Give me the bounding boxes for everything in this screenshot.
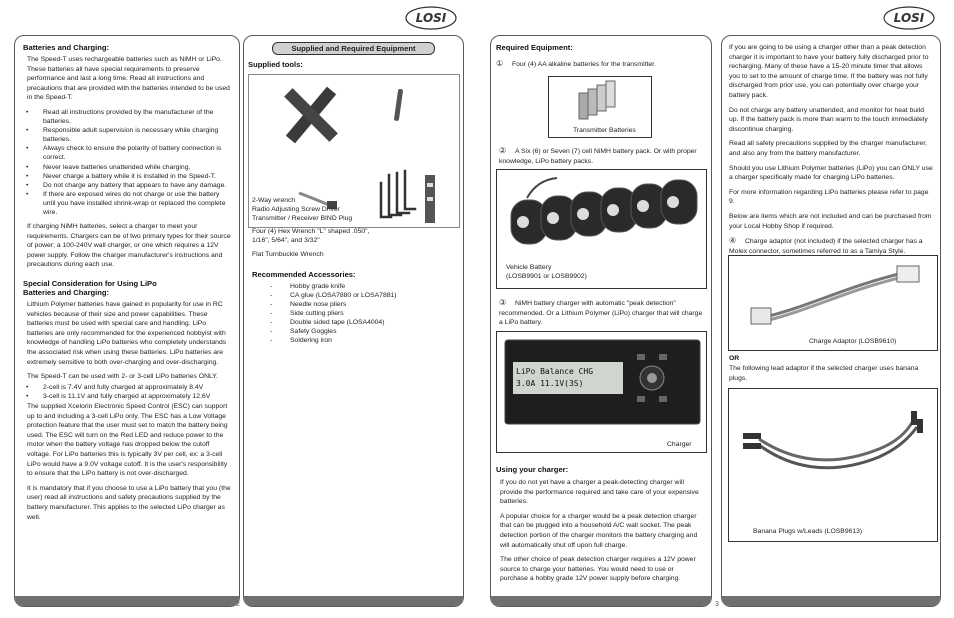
list-item: • Always check to ensure the polarity of battery connection is correct. — [23, 144, 231, 162]
or-label: OR — [729, 355, 740, 362]
losi-logo-left — [404, 5, 458, 31]
using-charger-text-1: If you do not yet have a charger a peak-detecting charger will provide the performance required and take care of your expensive batteries. — [500, 479, 699, 506]
list-item: • 2-cell is 7.4V and fully charged at approximately 8.4V — [23, 383, 231, 392]
list-item: - Hobby grade knife — [252, 282, 455, 291]
tool-2way-wrench: 2-Way wrench — [252, 197, 296, 204]
svg-text:LOSI: LOSI — [415, 11, 447, 25]
number-4-icon: ④ — [729, 236, 737, 246]
nimh-text: If charging NiMH batteries, select a charger to meet your requirements. Chargers can be of two primary types for their source of power; a 100-240V wall charger, or one which requires a 12V power supply. Follow the charger manufacturer's instructions and precautions during each use. — [27, 223, 231, 269]
charger-device-icon — [497, 332, 706, 432]
charger-lcd-line-1: LiPo Balance CHG — [516, 367, 594, 376]
lipo-text-4: It is mandatory that if you choose to use a LiPo battery that you (the user) read all instructions and safety precautions supplied by the battery manufacturer. This applies to the selected LiPo charger as well. — [27, 484, 231, 521]
charge-adaptor-photo — [728, 255, 938, 351]
list-item: • 3-cell is 11.1V and fully charged at approximately 12.6V — [23, 392, 231, 401]
two-way-wrench-icon — [284, 87, 338, 144]
list-item: • Responsible adult supervision is necessary while charging batteries. — [23, 126, 231, 144]
charger-notes-text-4: Should you use Lithium Polymer batteries (LiPo) you can ONLY use a charger specifically made for charging LiPo batteries. — [729, 164, 933, 182]
tool-turnbuckle-wrench: Flat Turnbuckle Wrench — [252, 251, 324, 258]
tool-bind-plug: Transmitter / Receiver BIND Plug — [252, 215, 353, 222]
svg-text:LOSI: LOSI — [893, 11, 925, 25]
page-number-left: 2 — [236, 601, 240, 608]
banana-plugs-caption: Banana Plugs w/Leads (LOSB9613) — [753, 528, 863, 535]
charger-notes-text-3: Read all safety precautions supplied by the charger manufacturer, and also any from the battery manufacturer. — [729, 140, 927, 157]
charger-lcd-line-2: 3.0A 11.1V(3S) — [516, 379, 584, 388]
panel-footer-bar — [722, 596, 940, 606]
transmitter-batteries-caption: Transmitter Batteries — [573, 127, 636, 134]
required-item-3: ③ NiMH battery charger with automatic "peak detection" recommended. Or a Lithium Polymer (LiPo) charger that will charge a LiPo battery. — [499, 298, 703, 327]
required-item-1: ① Four (4) AA alkaline batteries for the transmitter. — [496, 59, 656, 68]
using-charger-text-2: A popular choice for a charger would be a peak detection charger that can be plugged into a household A/C wall socket. The peak detection portion of the charger monitors the battery charging and will automatically shut off upon full charge. — [500, 512, 698, 549]
number-1-icon: ① — [496, 59, 504, 68]
panel-footer-bar — [491, 596, 711, 606]
charger-notes-text-2: Do not charge any battery unattended, and monitor for heat build up. If the battery pack is more than warm to the touch immediately discontinue charging. — [729, 106, 928, 133]
charger-notes-text-5: For more information regarding LiPo batteries please refer to page 9. — [729, 188, 929, 206]
heading-supplied-tools: Supplied tools: — [248, 60, 303, 69]
required-item-2: ② A Six (6) or Seven (7) cell NiMH battery pack. Or with proper knowledge, LiPo battery packs. — [499, 146, 697, 165]
page-number-right: 3 — [715, 601, 719, 608]
required-item-4: ④ Charge adaptor (not included) if the selected charger has a Molex connector, sometimes referred to as a Tamiya Style. — [729, 236, 923, 255]
battery-bullets — [23, 108, 231, 217]
list-item: • Read all instructions provided by the manufacturer of the batteries. — [23, 108, 231, 126]
banana-plugs-photo — [728, 388, 938, 542]
lipo-text-2: The Speed-T can be used with 2- or 3-cell LiPo batteries ONLY. — [27, 373, 218, 381]
losi-logo-right — [882, 5, 936, 31]
list-item: • Never leave batteries unattended while charging. — [23, 163, 231, 172]
list-item: • Do not charge any battery that appears to have any damage. — [23, 181, 231, 190]
vehicle-battery-caption: Vehicle Battery (LOSB9901 or LOSB9902) — [506, 264, 587, 280]
lipo-text-3: The supplied Xcelorin Electronic Speed Control (ESC) can support up to and including a 3-cell LiPo only. The ESC has a Low Voltage protection feature that the user must set to match the battery being used. The ESC will turn on the Red LED and reduce power to the motor when the battery voltage has dropped below the cutoff voltage. For LiPo batteries this is typically 3V per cell, ex: a 3-cell LiPo would have a 9.0V voltage cutoff. It is the user's responsibility to ensure that the LiPo battery is not over-discharged. — [27, 403, 228, 478]
list-item: - Safety Goggles — [252, 327, 455, 336]
number-3-icon: ③ — [499, 298, 507, 307]
tool-hex-wrench: Four (4) Hex Wrench "L" shaped .050", 1/16", 5/64", and 3/32" — [252, 228, 370, 244]
tool-screwdriver: Radio Adjusting Screw Driver — [252, 206, 341, 213]
heading-batteries-charging: Batteries and Charging: — [23, 43, 110, 52]
charger-notes-text-6: Below are items which are not included and can be purchased from your Local Hobby Shop if required. — [729, 212, 932, 230]
vehicle-battery-photo — [496, 169, 707, 289]
transmitter-batteries-photo — [548, 76, 652, 138]
accessories-list — [252, 282, 455, 346]
number-2-icon: ② — [499, 146, 507, 155]
banana-plugs-icon — [729, 389, 937, 509]
charger-caption: Charger — [667, 441, 692, 448]
panel-supplied-equipment — [243, 35, 464, 607]
list-item: - Soldering iron — [252, 336, 455, 345]
intro-text: The Speed-T uses rechargeable batteries such as NiMH or LiPo. These batteries all have special requirements to preserve performance and last a long time. Read all instructions and precautions that are provided with the batteries intended to be used in the Speed-T. — [27, 56, 230, 102]
using-charger-text-3: The other choice of peak detection charger requires a 12V power source to charge your batteries. You would need to use or purchase a hobby grade 12V power supply before charging. — [500, 556, 696, 583]
panel-footer-bar — [244, 596, 463, 606]
list-item: - CA glue (LOSA7880 or LOSA7881) — [252, 291, 455, 300]
heading-recommended-accessories: Recommended Accessories: — [252, 269, 356, 279]
heading-required-equipment: Required Equipment: — [496, 43, 573, 52]
list-item: • Never charge a battery while it is installed in the Speed-T. — [23, 172, 231, 181]
list-item: • If there are exposed wires do not charge or use the battery until you have installed shrink-wrap or replaced the complete wire. — [23, 190, 231, 217]
charge-adaptor-caption: Charge Adaptor (LOSB9610) — [809, 338, 897, 345]
lipo-bullets — [23, 383, 231, 401]
panel-footer-bar — [15, 596, 239, 606]
screwdriver-icon — [394, 89, 403, 121]
aa-batteries-icon — [549, 77, 651, 123]
charge-adaptor-icon — [729, 256, 937, 336]
battery-pack-icon — [497, 170, 706, 260]
panel-batteries-charging — [14, 35, 240, 607]
panel-required-equipment — [490, 35, 712, 607]
heading-lipo-special: Special Consideration for Using LiPo — [23, 279, 157, 289]
list-item: - Side cutting pliers — [252, 309, 455, 318]
charger-photo — [496, 331, 707, 453]
charger-notes-text-1: If you are going to be using a charger other than a peak detection charger it is important to have your battery fully discharged prior to recharging. Many of these have a 15-20 minute timer that allows you to set to the amount of charge time. If the battery was not fully discharged from prior use, you can potentially over charge your battery pack. — [729, 44, 929, 99]
lead-adaptor-text: The following lead adaptor if the selected charger uses banana plugs. — [729, 365, 919, 382]
heading-lipo-charging: Batteries and Charging: — [23, 288, 110, 298]
panel-charger-notes — [721, 35, 941, 607]
list-item: - Needle nose pliers — [252, 300, 455, 309]
lipo-text-1: Lithium Polymer batteries have gained in popularity for use in RC vehicles because of their size and power capabilities. These batteries must be used with special care and handling. LiPo batteries are only recommended for the experienced hobbyist with knowledge of handling LiPo batteries who completely understands the associated risk when using these batteries. LiPo batteries are extremely sensitive to both over-charging and over-discharging. — [27, 301, 227, 366]
list-item: - Double sided tape (LOSA4004) — [252, 318, 455, 327]
section-tab-title: Supplied and Required Equipment — [272, 42, 435, 55]
heading-using-charger: Using your charger: — [496, 465, 569, 474]
